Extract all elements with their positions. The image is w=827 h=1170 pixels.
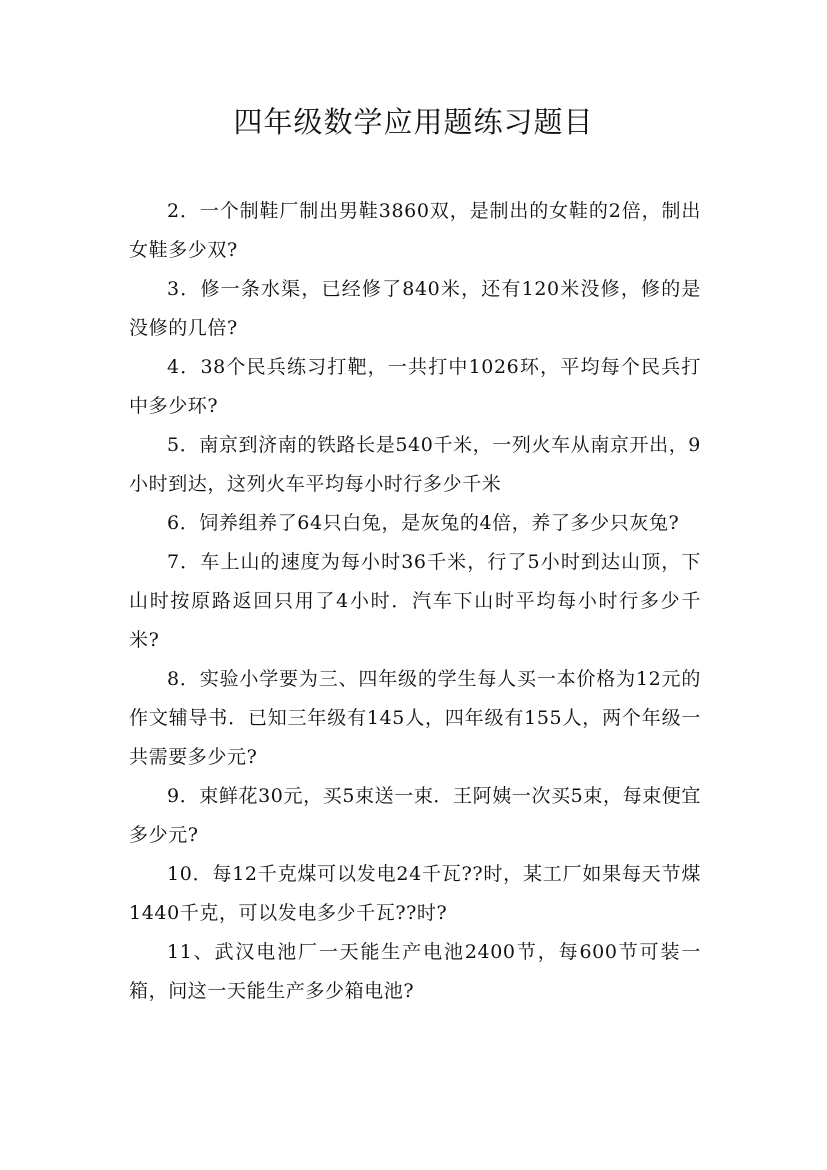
problem-10: 10．每12千克煤可以发电24千瓦??时，某工厂如果每天节煤1440千克，可以发电多少千瓦??时? xyxy=(129,863,701,924)
problem-list xyxy=(129,192,701,1011)
problem-2: 2．一个制鞋厂制出男鞋3860双，是制出的女鞋的2倍，制出女鞋多少双? xyxy=(129,200,701,261)
problem-6: 6．饲养组养了64只白兔，是灰兔的4倍，养了多少只灰兔? xyxy=(167,512,680,534)
problem-3: 3．修一条水渠，已经修了840米，还有120米没修，修的是没修的几倍? xyxy=(129,278,701,339)
problem-4: 4．38个民兵练习打靶，一共打中1026环，平均每个民兵打中多少环? xyxy=(129,356,701,417)
page-title: 四年级数学应用题练习题目 xyxy=(233,105,594,139)
problem-11: 11、武汉电池厂一天能生产电池2400节，每600节可装一箱，问这一天能生产多少箱电池? xyxy=(129,941,701,1002)
problem-9: 9．束鲜花30元，买5束送一束．王阿姨一次买5束，每束便宜多少元? xyxy=(129,785,701,846)
problem-7: 7．车上山的速度为每小时36千米，行了5小时到达山顶，下山时按原路返回只用了4小时．汽车下山时平均每小时行多少千米? xyxy=(129,551,701,651)
problem-5: 5．南京到济南的铁路长是540千米，一列火车从南京开出，9小时到达，这列火车平均每小时行多少千米 xyxy=(129,434,701,495)
problem-8: 8．实验小学要为三、四年级的学生每人买一本价格为12元的作文辅导书．已知三年级有145人，四年级有155人，两个年级一共需要多少元? xyxy=(129,668,701,768)
